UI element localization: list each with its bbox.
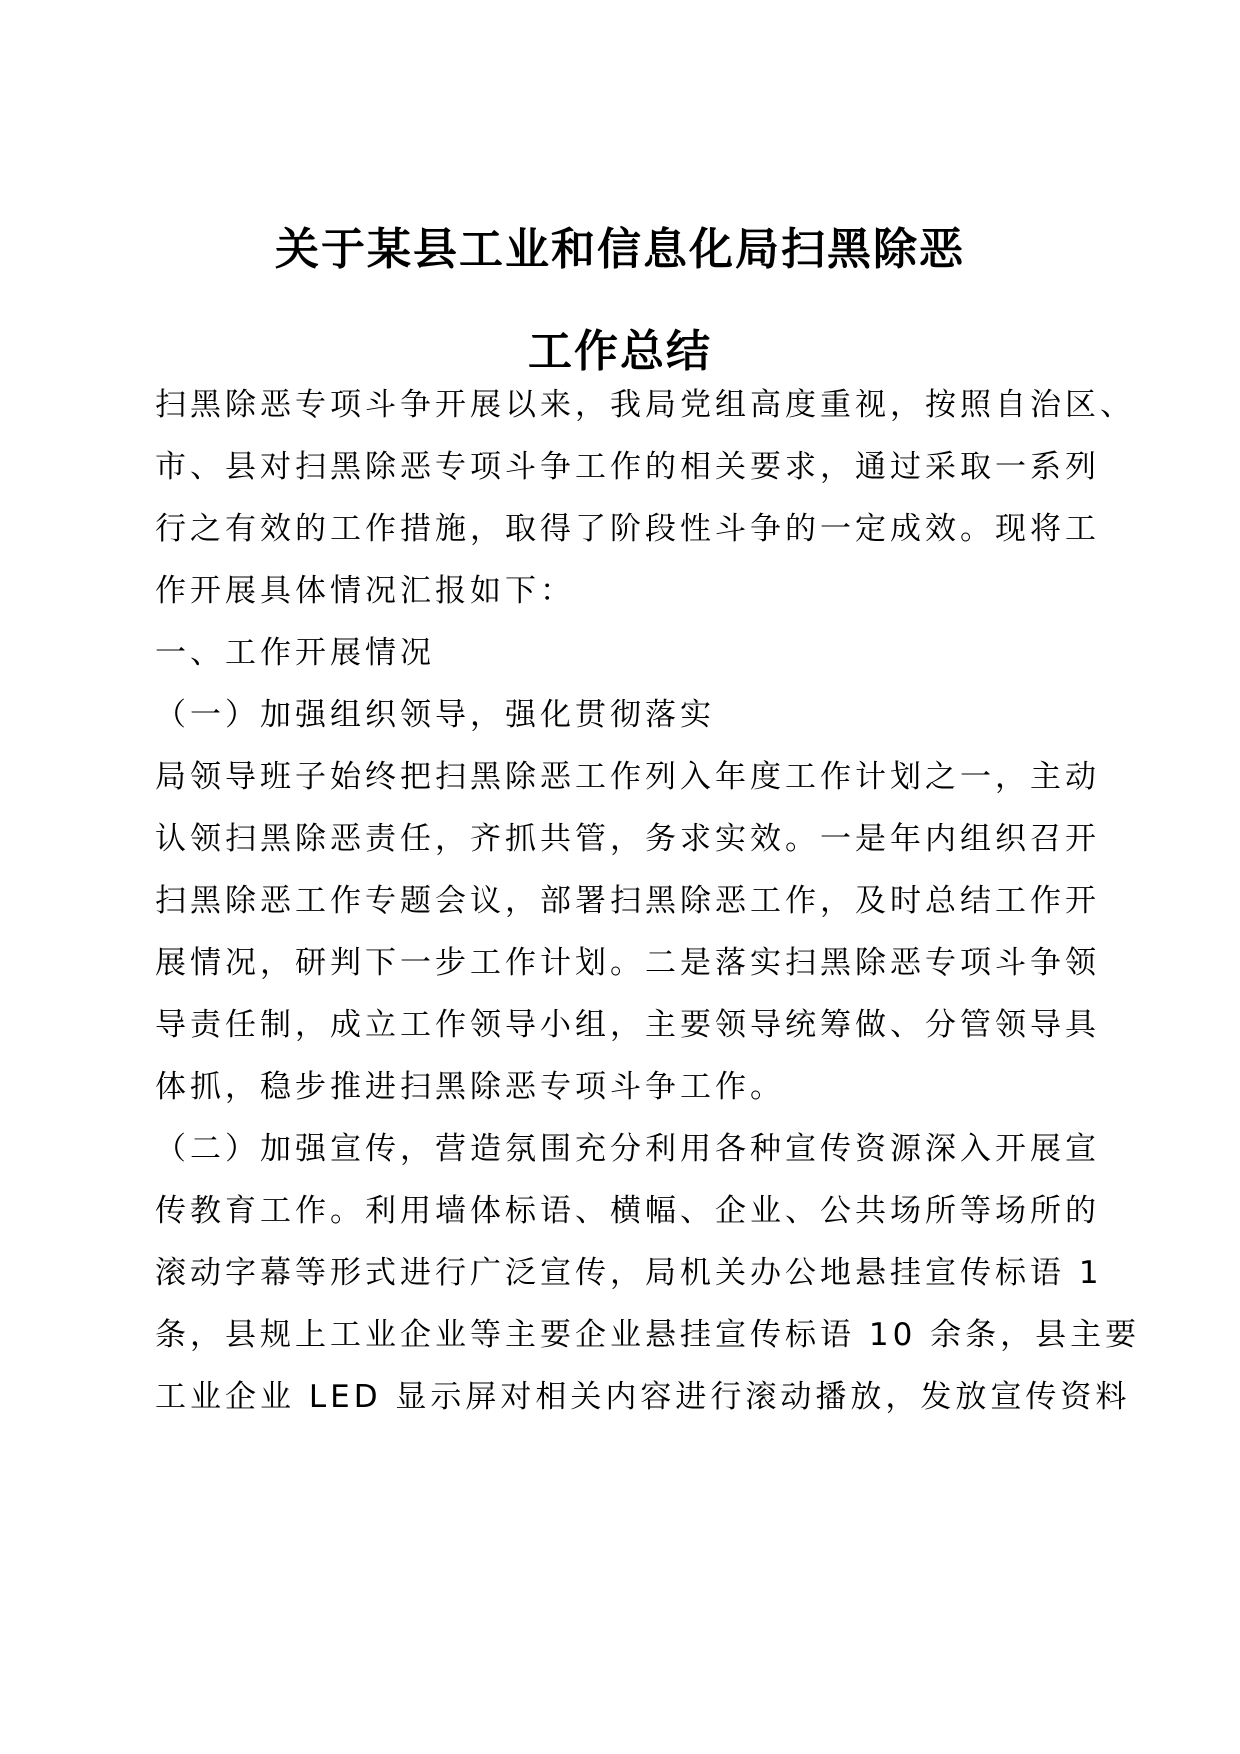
paragraph1-line-4: 展情况，研判下一步工作计划。二是落实扫黑除恶专项斗争领 [155, 945, 1100, 981]
paragraph1-line-1: 局领导班子始终把扫黑除恶工作列入年度工作计划之一，主动 [155, 759, 1100, 795]
paragraph2-line-1: （二）加强宣传，营造氛围充分利用各种宣传资源深入开展宣 [155, 1131, 1100, 1167]
subsection-heading-1: （一）加强组织领导，强化贯彻落实 [155, 697, 715, 733]
paragraph1-line-3: 扫黑除恶工作专题会议，部署扫黑除恶工作，及时总结工作开 [155, 883, 1100, 919]
intro-line-2: 市、县对扫黑除恶专项斗争工作的相关要求，通过采取一系列 [155, 449, 1100, 485]
paragraph2-line-3: 滚动字幕等形式进行广泛宣传，局机关办公地悬挂宣传标语 1 [155, 1255, 1103, 1291]
document-title-line1: 关于某县工业和信息化局扫黑除恶 [275, 224, 965, 275]
paragraph1-line-5: 导责任制，成立工作领导小组，主要领导统筹做、分管领导具 [155, 1007, 1100, 1043]
paragraph1-line-2: 认领扫黑除恶责任，齐抓共管，务求实效。一是年内组织召开 [155, 821, 1100, 857]
intro-line-3: 行之有效的工作措施，取得了阶段性斗争的一定成效。现将工 [155, 511, 1100, 547]
intro-line-4: 作开展具体情况汇报如下： [155, 573, 575, 609]
document-title-line2: 工作总结 [528, 326, 712, 377]
paragraph1-line-6: 体抓，稳步推进扫黑除恶专项斗争工作。 [155, 1069, 785, 1105]
section-heading: 一、工作开展情况 [155, 635, 435, 671]
paragraph2-line-5: 工业企业 LED 显示屏对相关内容进行滚动播放，发放宣传资料 [155, 1379, 1131, 1415]
paragraph2-line-4: 条，县规上工业企业等主要企业悬挂宣传标语 10 余条，县主要 [155, 1317, 1141, 1353]
paragraph2-line-2: 传教育工作。利用墙体标语、横幅、企业、公共场所等场所的 [155, 1193, 1100, 1229]
intro-line-1: 扫黑除恶专项斗争开展以来，我局党组高度重视，按照自治区、 [155, 387, 1135, 423]
